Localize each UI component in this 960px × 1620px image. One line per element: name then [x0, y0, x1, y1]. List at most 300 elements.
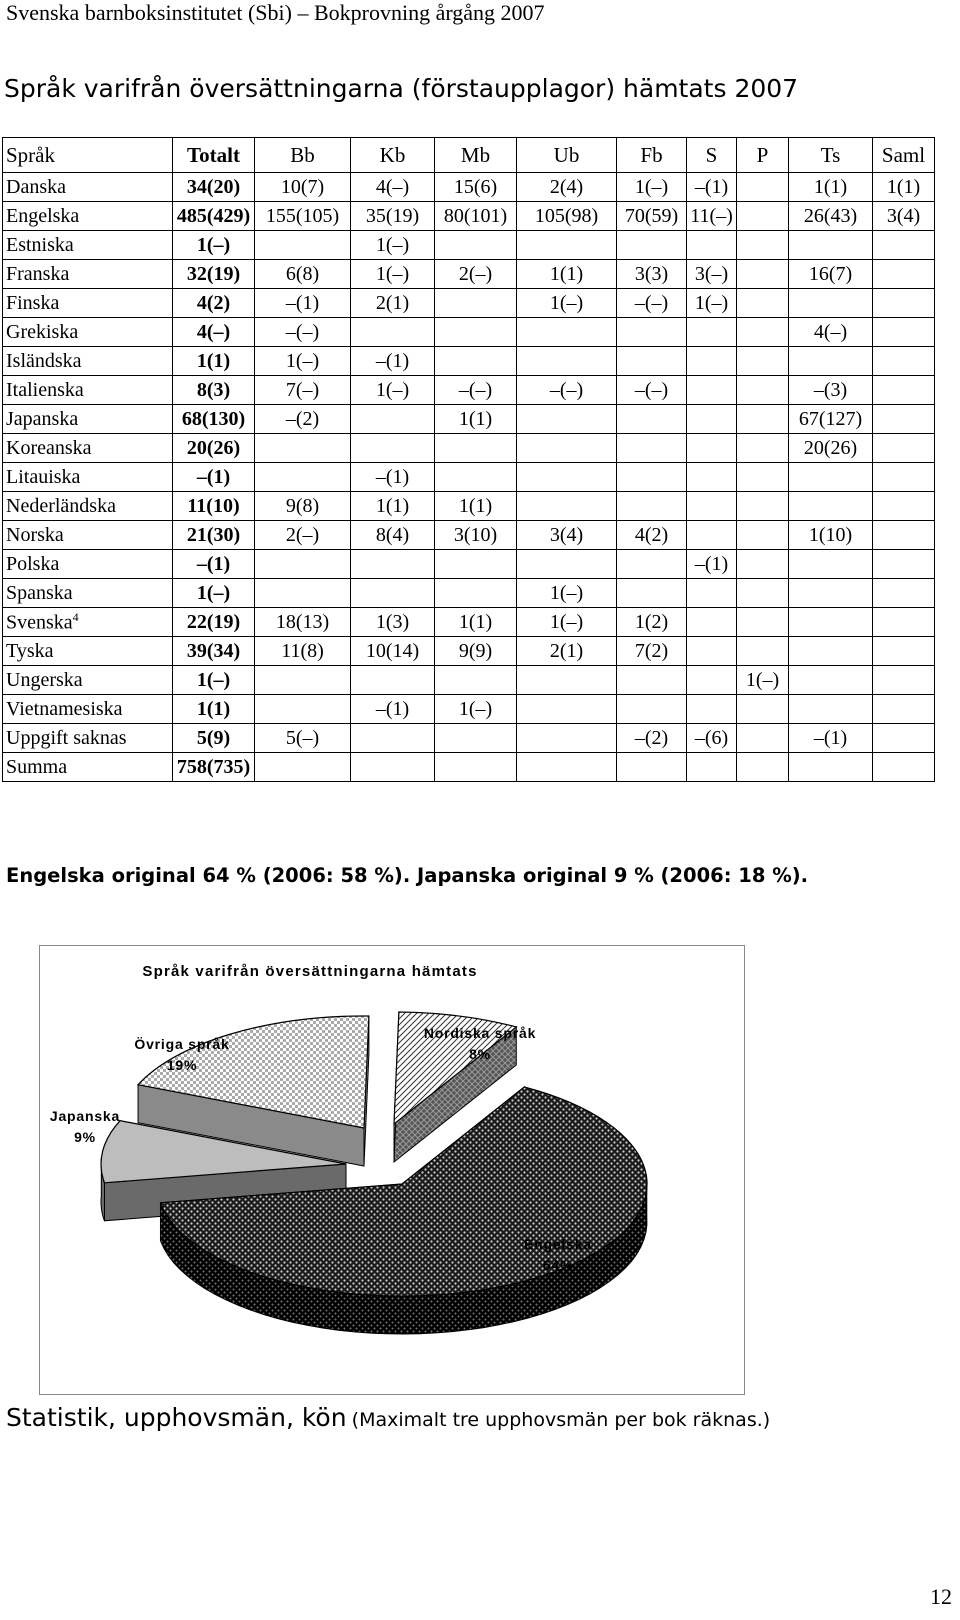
pie-percent-label: 64% [542, 1257, 574, 1273]
value-cell: 67(127) [789, 405, 873, 434]
language-name [3, 173, 173, 202]
value-cell [351, 550, 435, 579]
value-cell: 6(8) [255, 260, 351, 289]
value-cell [789, 579, 873, 608]
value-cell [789, 347, 873, 376]
page-number: 12 [930, 1584, 952, 1609]
language-label: Isländska [6, 349, 82, 372]
value-cell [517, 724, 617, 753]
language-label: Koreanska [6, 436, 92, 459]
table-row [3, 521, 935, 550]
value-cell [351, 724, 435, 753]
language-label: Polska [6, 552, 60, 575]
value-cell [789, 608, 873, 637]
value-cell [789, 666, 873, 695]
value-cell [789, 463, 873, 492]
language-name [3, 231, 173, 260]
language-label: Japanska [6, 407, 79, 430]
value-cell [737, 724, 789, 753]
value-cell [435, 318, 517, 347]
value-cell [789, 695, 873, 724]
language-label: Italienska [6, 378, 84, 401]
value-cell: 1(1) [789, 173, 873, 202]
value-cell: 1(1) [435, 405, 517, 434]
value-cell [687, 753, 737, 782]
table-row [3, 637, 935, 666]
language-label: Spanska [6, 581, 73, 604]
value-cell [617, 666, 687, 695]
value-cell: 155(105) [255, 202, 351, 231]
value-cell: 1(1) [435, 608, 517, 637]
language-name [3, 405, 173, 434]
value-cell [873, 289, 935, 318]
value-cell: –(–) [435, 376, 517, 405]
value-cell: 4(–) [351, 173, 435, 202]
value-cell: –(3) [789, 376, 873, 405]
value-cell: 1(–) [351, 260, 435, 289]
value-cell: 2(1) [517, 637, 617, 666]
value-cell: 2(4) [517, 173, 617, 202]
value-cell [617, 579, 687, 608]
value-cell: 1(1) [435, 492, 517, 521]
footer-subtitle: (Maximalt tre upphovsmän per bok räknas.) [351, 1409, 771, 1431]
value-cell: 3(3) [617, 260, 687, 289]
value-cell [789, 637, 873, 666]
table-row [3, 318, 935, 347]
value-cell [351, 666, 435, 695]
table-row [3, 173, 935, 202]
total-cell: 1(1) [173, 347, 255, 376]
value-cell [517, 463, 617, 492]
value-cell [737, 695, 789, 724]
value-cell [737, 173, 789, 202]
value-cell: 1(–) [351, 231, 435, 260]
value-cell: 1(–) [687, 289, 737, 318]
value-cell [687, 376, 737, 405]
value-cell: –(2) [255, 405, 351, 434]
total-cell: 1(–) [173, 231, 255, 260]
value-cell [873, 753, 935, 782]
value-cell: 70(59) [617, 202, 687, 231]
document-header: Svenska barnboksinstitutet (Sbi) – Bokprovning årgång 2007 [6, 0, 545, 25]
total-cell: 39(34) [173, 637, 255, 666]
total-cell: 1(–) [173, 579, 255, 608]
language-name [3, 608, 173, 637]
language-label: Summa [6, 755, 68, 778]
value-cell: –(2) [617, 724, 687, 753]
value-cell [737, 347, 789, 376]
value-cell: –(1) [255, 289, 351, 318]
value-cell: 4(–) [789, 318, 873, 347]
value-cell [435, 579, 517, 608]
value-cell [789, 231, 873, 260]
total-cell: 20(26) [173, 434, 255, 463]
value-cell [255, 463, 351, 492]
value-cell [873, 637, 935, 666]
column-header: S [687, 138, 737, 173]
value-cell [873, 376, 935, 405]
value-cell [687, 463, 737, 492]
value-cell [789, 550, 873, 579]
value-cell [737, 550, 789, 579]
value-cell [873, 521, 935, 550]
value-cell [517, 666, 617, 695]
value-cell: 11(–) [687, 202, 737, 231]
total-cell: 32(19) [173, 260, 255, 289]
pie-chart [39, 945, 745, 1395]
value-cell [617, 550, 687, 579]
value-cell: –(1) [687, 173, 737, 202]
value-cell [737, 637, 789, 666]
pie-label: Engelska [524, 1236, 592, 1252]
value-cell [687, 666, 737, 695]
value-cell [435, 434, 517, 463]
pie-chart-svg [40, 946, 744, 1394]
value-cell [737, 492, 789, 521]
value-cell: 1(1) [517, 260, 617, 289]
value-cell [687, 608, 737, 637]
column-header: Totalt [173, 138, 255, 173]
total-cell: 4(–) [173, 318, 255, 347]
value-cell [517, 492, 617, 521]
language-label: Nederländska [6, 494, 116, 517]
total-cell: 68(130) [173, 405, 255, 434]
value-cell: 1(–) [737, 666, 789, 695]
value-cell [617, 405, 687, 434]
value-cell: 7(–) [255, 376, 351, 405]
footer-title: Statistik, upphovsmän, kön [6, 1403, 347, 1432]
language-label: Ungerska [6, 668, 83, 691]
language-name [3, 289, 173, 318]
value-cell: 5(–) [255, 724, 351, 753]
value-cell [255, 550, 351, 579]
language-label: Franska [6, 262, 70, 285]
total-cell: 21(30) [173, 521, 255, 550]
value-cell: –(1) [789, 724, 873, 753]
value-cell: 11(8) [255, 637, 351, 666]
value-cell [517, 231, 617, 260]
value-cell [873, 405, 935, 434]
table-row [3, 492, 935, 521]
value-cell: 80(101) [435, 202, 517, 231]
value-cell: 3(10) [435, 521, 517, 550]
value-cell: 3(4) [873, 202, 935, 231]
value-cell [687, 695, 737, 724]
next-section-title [6, 1403, 770, 1432]
language-label: Grekiska [6, 320, 79, 343]
value-cell [617, 318, 687, 347]
table-row [3, 695, 935, 724]
language-name [3, 434, 173, 463]
value-cell [737, 405, 789, 434]
value-cell: 3(4) [517, 521, 617, 550]
total-cell: 11(10) [173, 492, 255, 521]
table-row [3, 260, 935, 289]
value-cell: –(1) [687, 550, 737, 579]
value-cell [687, 231, 737, 260]
value-cell [873, 724, 935, 753]
value-cell [517, 318, 617, 347]
value-cell [737, 202, 789, 231]
pie-percent-label: 9% [74, 1129, 96, 1145]
language-label: Litauiska [6, 465, 81, 488]
language-name [3, 463, 173, 492]
language-name [3, 753, 173, 782]
value-cell [255, 579, 351, 608]
value-cell: 10(14) [351, 637, 435, 666]
table-row [3, 202, 935, 231]
value-cell [517, 550, 617, 579]
value-cell [789, 492, 873, 521]
table-row [3, 289, 935, 318]
total-cell: 22(19) [173, 608, 255, 637]
language-name [3, 347, 173, 376]
value-cell: –(–) [617, 289, 687, 318]
language-name [3, 666, 173, 695]
value-cell [255, 666, 351, 695]
value-cell: 15(6) [435, 173, 517, 202]
total-cell: 34(20) [173, 173, 255, 202]
value-cell [517, 753, 617, 782]
value-cell: 16(7) [789, 260, 873, 289]
value-cell [737, 289, 789, 318]
value-cell [737, 579, 789, 608]
language-name [3, 695, 173, 724]
value-cell [873, 463, 935, 492]
value-cell [351, 753, 435, 782]
column-header: Språk [3, 138, 173, 173]
value-cell [435, 550, 517, 579]
language-label: Svenska [6, 611, 73, 634]
value-cell: –(–) [617, 376, 687, 405]
total-cell: 4(2) [173, 289, 255, 318]
value-cell: –(–) [517, 376, 617, 405]
table-row [3, 724, 935, 753]
value-cell [617, 753, 687, 782]
value-cell: 1(2) [617, 608, 687, 637]
value-cell [687, 579, 737, 608]
value-cell [789, 753, 873, 782]
value-cell [617, 434, 687, 463]
value-cell [687, 492, 737, 521]
value-cell [873, 318, 935, 347]
value-cell [737, 608, 789, 637]
value-cell [351, 405, 435, 434]
table-row [3, 579, 935, 608]
value-cell [435, 231, 517, 260]
value-cell: –(1) [351, 347, 435, 376]
value-cell [737, 753, 789, 782]
value-cell [873, 434, 935, 463]
section-title: Språk varifrån översättningarna (förstaupplagor) hämtats 2007 [4, 74, 799, 103]
value-cell: 1(–) [351, 376, 435, 405]
total-cell: 758(735) [173, 753, 255, 782]
value-cell [687, 405, 737, 434]
pie-label: Japanska [49, 1108, 121, 1124]
language-label: Engelska [6, 204, 80, 227]
value-cell [351, 318, 435, 347]
language-name [3, 202, 173, 231]
value-cell: –(1) [351, 695, 435, 724]
value-cell [435, 347, 517, 376]
value-cell: 35(19) [351, 202, 435, 231]
column-header: Ub [517, 138, 617, 173]
summary-note: Engelska original 64 % (2006: 58 %). Japanska original 9 % (2006: 18 %). [6, 864, 809, 887]
value-cell [435, 724, 517, 753]
value-cell [737, 376, 789, 405]
column-header: Kb [351, 138, 435, 173]
pie-percent-label: 19% [166, 1057, 198, 1073]
table-row [3, 347, 935, 376]
value-cell: 1(–) [435, 695, 517, 724]
value-cell: 1(3) [351, 608, 435, 637]
value-cell: –(1) [351, 463, 435, 492]
language-name [3, 637, 173, 666]
total-cell: 1(–) [173, 666, 255, 695]
column-header: Mb [435, 138, 517, 173]
total-cell: 1(1) [173, 695, 255, 724]
chart-title: Språk varifrån översättningarna hämtats [142, 963, 478, 980]
column-header: P [737, 138, 789, 173]
value-cell [351, 579, 435, 608]
value-cell: 1(–) [517, 608, 617, 637]
value-cell: 4(2) [617, 521, 687, 550]
table-row [3, 405, 935, 434]
value-cell [873, 347, 935, 376]
value-cell: 3(–) [687, 260, 737, 289]
value-cell [873, 695, 935, 724]
value-cell [687, 318, 737, 347]
value-cell: 1(–) [517, 289, 617, 318]
value-cell: 18(13) [255, 608, 351, 637]
value-cell [517, 405, 617, 434]
language-name [3, 579, 173, 608]
column-header: Fb [617, 138, 687, 173]
value-cell: 2(1) [351, 289, 435, 318]
value-cell [737, 260, 789, 289]
value-cell: 1(–) [617, 173, 687, 202]
footnote-marker: 4 [72, 609, 79, 624]
value-cell: 1(1) [873, 173, 935, 202]
value-cell [873, 550, 935, 579]
value-cell: 8(4) [351, 521, 435, 550]
value-cell [687, 434, 737, 463]
value-cell [873, 260, 935, 289]
value-cell [737, 434, 789, 463]
value-cell: 10(7) [255, 173, 351, 202]
table-row [3, 608, 935, 637]
value-cell [255, 753, 351, 782]
value-cell: 9(8) [255, 492, 351, 521]
value-cell [873, 666, 935, 695]
value-cell [617, 492, 687, 521]
table-header-row [3, 138, 935, 173]
value-cell [617, 231, 687, 260]
language-label: Norska [6, 523, 64, 546]
value-cell: 1(1) [351, 492, 435, 521]
language-label: Danska [6, 175, 66, 198]
column-header: Saml [873, 138, 935, 173]
value-cell [687, 521, 737, 550]
value-cell [255, 695, 351, 724]
value-cell [617, 695, 687, 724]
table-row [3, 231, 935, 260]
language-label: Uppgift saknas [6, 726, 127, 749]
language-label: Finska [6, 291, 60, 314]
value-cell: –(6) [687, 724, 737, 753]
value-cell [617, 463, 687, 492]
language-name [3, 521, 173, 550]
value-cell [517, 434, 617, 463]
language-label: Vietnamesiska [6, 697, 123, 720]
table-row [3, 376, 935, 405]
value-cell [789, 289, 873, 318]
value-cell [351, 434, 435, 463]
value-cell [737, 521, 789, 550]
language-name [3, 724, 173, 753]
value-cell [687, 637, 737, 666]
value-cell [873, 608, 935, 637]
table-row [3, 463, 935, 492]
value-cell: 2(–) [255, 521, 351, 550]
value-cell: 9(9) [435, 637, 517, 666]
value-cell [255, 434, 351, 463]
value-cell [737, 318, 789, 347]
total-cell: 8(3) [173, 376, 255, 405]
language-name [3, 376, 173, 405]
language-table [2, 137, 935, 782]
value-cell: 26(43) [789, 202, 873, 231]
table-row [3, 434, 935, 463]
language-name [3, 492, 173, 521]
value-cell [517, 695, 617, 724]
language-name [3, 260, 173, 289]
value-cell [435, 463, 517, 492]
table-row [3, 666, 935, 695]
value-cell [687, 347, 737, 376]
value-cell: 7(2) [617, 637, 687, 666]
value-cell [873, 231, 935, 260]
value-cell [737, 463, 789, 492]
value-cell [617, 347, 687, 376]
column-header: Bb [255, 138, 351, 173]
total-cell: 485(429) [173, 202, 255, 231]
value-cell: 1(–) [517, 579, 617, 608]
value-cell [435, 289, 517, 318]
total-cell: –(1) [173, 463, 255, 492]
value-cell [873, 492, 935, 521]
value-cell: 20(26) [789, 434, 873, 463]
value-cell: 1(–) [255, 347, 351, 376]
value-cell: –(–) [255, 318, 351, 347]
value-cell [737, 231, 789, 260]
value-cell [435, 753, 517, 782]
language-name [3, 550, 173, 579]
language-label: Estniska [6, 233, 74, 256]
table-row [3, 753, 935, 782]
value-cell [517, 347, 617, 376]
table-row [3, 550, 935, 579]
value-cell [435, 666, 517, 695]
total-cell: –(1) [173, 550, 255, 579]
value-cell: 2(–) [435, 260, 517, 289]
value-cell: 1(10) [789, 521, 873, 550]
total-cell: 5(9) [173, 724, 255, 753]
value-cell [255, 231, 351, 260]
pie-label: Nordiska språk [423, 1025, 537, 1041]
column-header: Ts [789, 138, 873, 173]
value-cell [873, 579, 935, 608]
